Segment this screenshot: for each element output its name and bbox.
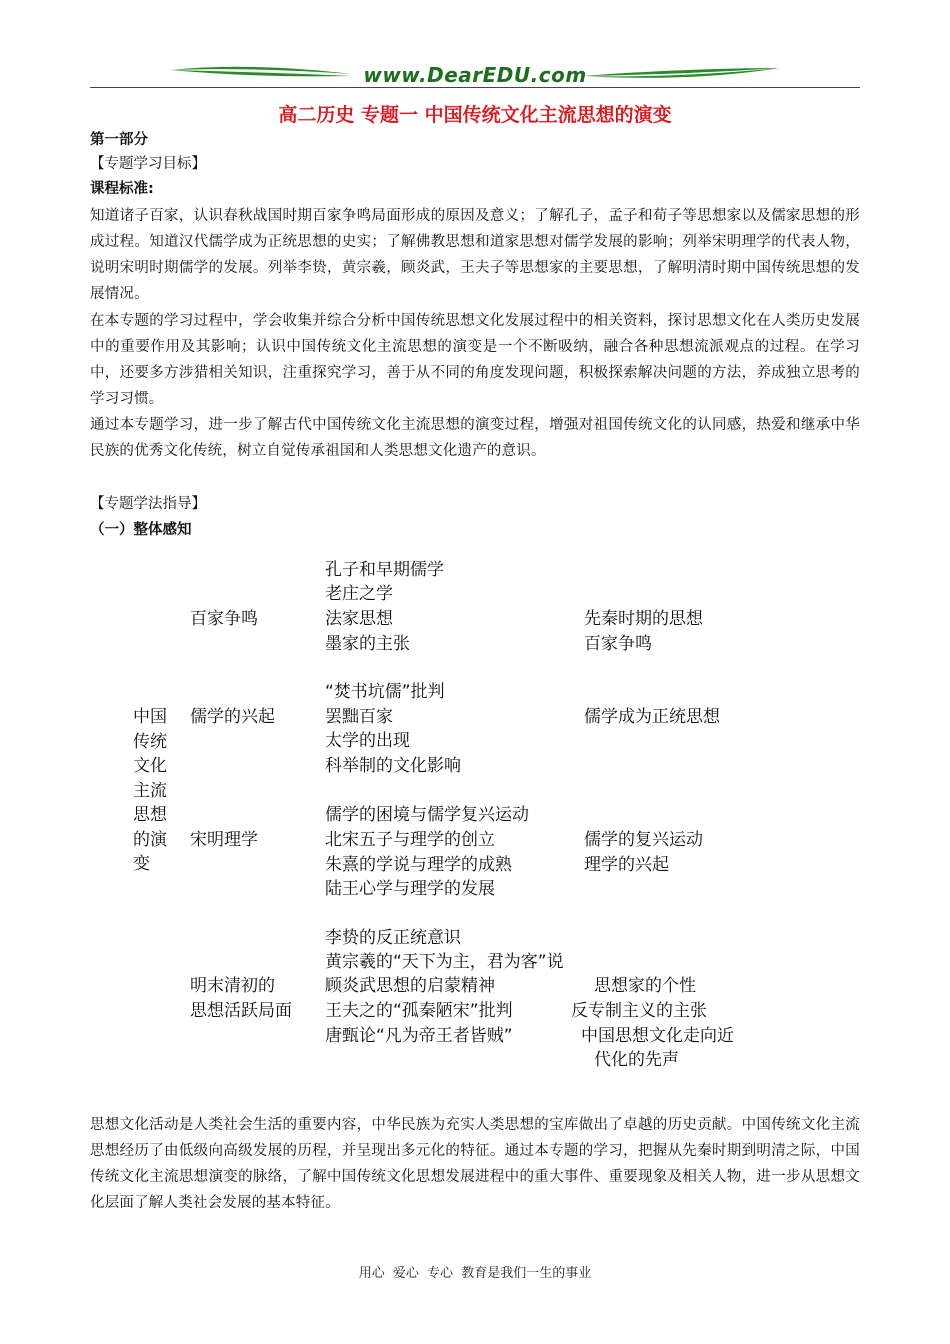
- topic-item: 孔子和早期儒学: [325, 560, 444, 580]
- paragraph-standard: 知道诸子百家，认识春秋战国时期百家争鸣局面形成的原因及意义；了解孔子，孟子和荀子等思想家以及儒家思想的形成过程。知道汉代儒学成为正统思想的史实；了解佛教思想和道家思想对儒学发展的影响；列举宋明理学的代表人物，说明宋明时期儒学的发展。列举李贽，黄宗羲，顾炎武，王夫子等思想家的主要思想，了解明清时期中国传统思想的发展情况。: [90, 208, 860, 302]
- topic-item: 唐甄论“凡为帝王者皆贼”: [325, 1026, 513, 1046]
- summary-item: 理学的兴起: [584, 855, 669, 875]
- overview-heading: （一）整体感知: [90, 522, 192, 538]
- group-name: 百家争鸣: [190, 609, 258, 629]
- group-name: 宋明理学: [190, 830, 258, 850]
- topic-item: 北宋五子与理学的创立: [325, 830, 495, 850]
- site-logo-banner: [90, 58, 860, 94]
- diagram-root-label: 中国传统文化主流思想的演变: [133, 707, 167, 874]
- group-name: 儒学的兴起: [190, 707, 275, 727]
- page-title: 高二历史 专题一 中国传统文化主流思想的演变: [278, 104, 672, 126]
- topic-item: 黄宗羲的“天下为主，君为客”说: [325, 952, 564, 972]
- paragraph-goal: 通过本专题学习，进一步了解古代中国传统文化主流思想的演变过程，增强对祖国传统文化的认同感，热爱和继承中华民族的优秀文化传统，树立自觉传承祖国和人类思想文化遗产的意识。: [90, 417, 860, 459]
- summary-item: 中国思想文化走向近: [581, 1026, 734, 1046]
- topic-item: 科举制的文化影响: [325, 756, 461, 776]
- summary-item: 先秦时期的思想: [584, 609, 703, 629]
- summary-item: 儒学成为正统思想: [584, 707, 720, 727]
- header-divider: [90, 87, 860, 88]
- group-name: 明末清初的: [190, 976, 275, 996]
- topic-item: 王夫之的“孤秦陋宋”批判: [325, 1001, 513, 1021]
- site-logo-text: www.DearEDU.com: [363, 63, 587, 87]
- summary-item: 反专制主义的主张: [571, 1001, 707, 1021]
- part-label: 第一部分: [90, 132, 148, 148]
- topic-item: 朱熹的学说与理学的成熟: [325, 855, 512, 875]
- topic-item: 墨家的主张: [325, 634, 410, 654]
- topic-item: 罢黜百家: [325, 707, 393, 727]
- paragraph-process: 在本专题的学习过程中，学会收集并综合分析中国传统思想文化发展过程中的相关资料，探讨思想文化在人类历史发展中的重要作用及其影响；认识中国传统文化主流思想的演变是一个不断吸纳，融合各种思想流派观点的过程。在学习中，还要多方涉猎相关知识，注重探究学习，善于从不同的角度发现问题，积极探索解决问题的方法，养成独立思考的学习习惯。: [90, 313, 860, 407]
- summary-item: 百家争鸣: [584, 634, 652, 654]
- topic-item: 儒学的困境与儒学复兴运动: [325, 805, 529, 825]
- topic-item: 老庄之学: [325, 584, 393, 604]
- topic-item: 陆王心学与理学的发展: [325, 879, 495, 899]
- topic-item: 法家思想: [325, 609, 393, 629]
- summary-item: 思想家的个性: [594, 976, 696, 996]
- topic-item: 李贽的反正统意识: [325, 928, 461, 948]
- summary-item: 代化的先声: [594, 1050, 679, 1070]
- paragraph-closing: 思想文化活动是人类社会生活的重要内容，中华民族为充实人类思想的宝库做出了卓越的历史贡献。中国传统文化主流思想经历了由低级向高级发展的历程，并呈现出多元化的特征。通过本专题的学习，把握从先秦时期到明清之际，中国传统文化主流思想演变的脉络，了解中国传统文化思想发展进程中的重大事件、重要现象及相关人物，进一步从思想文化层面了解人类社会发展的基本特征。: [90, 1117, 860, 1211]
- topic-item: “焚书坑儒”批判: [325, 682, 445, 702]
- standard-label: 课程标准:: [90, 181, 154, 197]
- group-name: 思想活跃局面: [190, 1001, 292, 1021]
- goal-heading: 【专题学习目标】: [90, 156, 206, 172]
- summary-item: 儒学的复兴运动: [584, 830, 703, 850]
- page-footer: 用心 爱心 专心 教育是我们一生的事业: [358, 1266, 592, 1281]
- topic-item: 顾炎武思想的启蒙精神: [325, 976, 495, 996]
- method-heading: 【专题学法指导】: [90, 496, 206, 512]
- topic-item: 太学的出现: [325, 731, 410, 751]
